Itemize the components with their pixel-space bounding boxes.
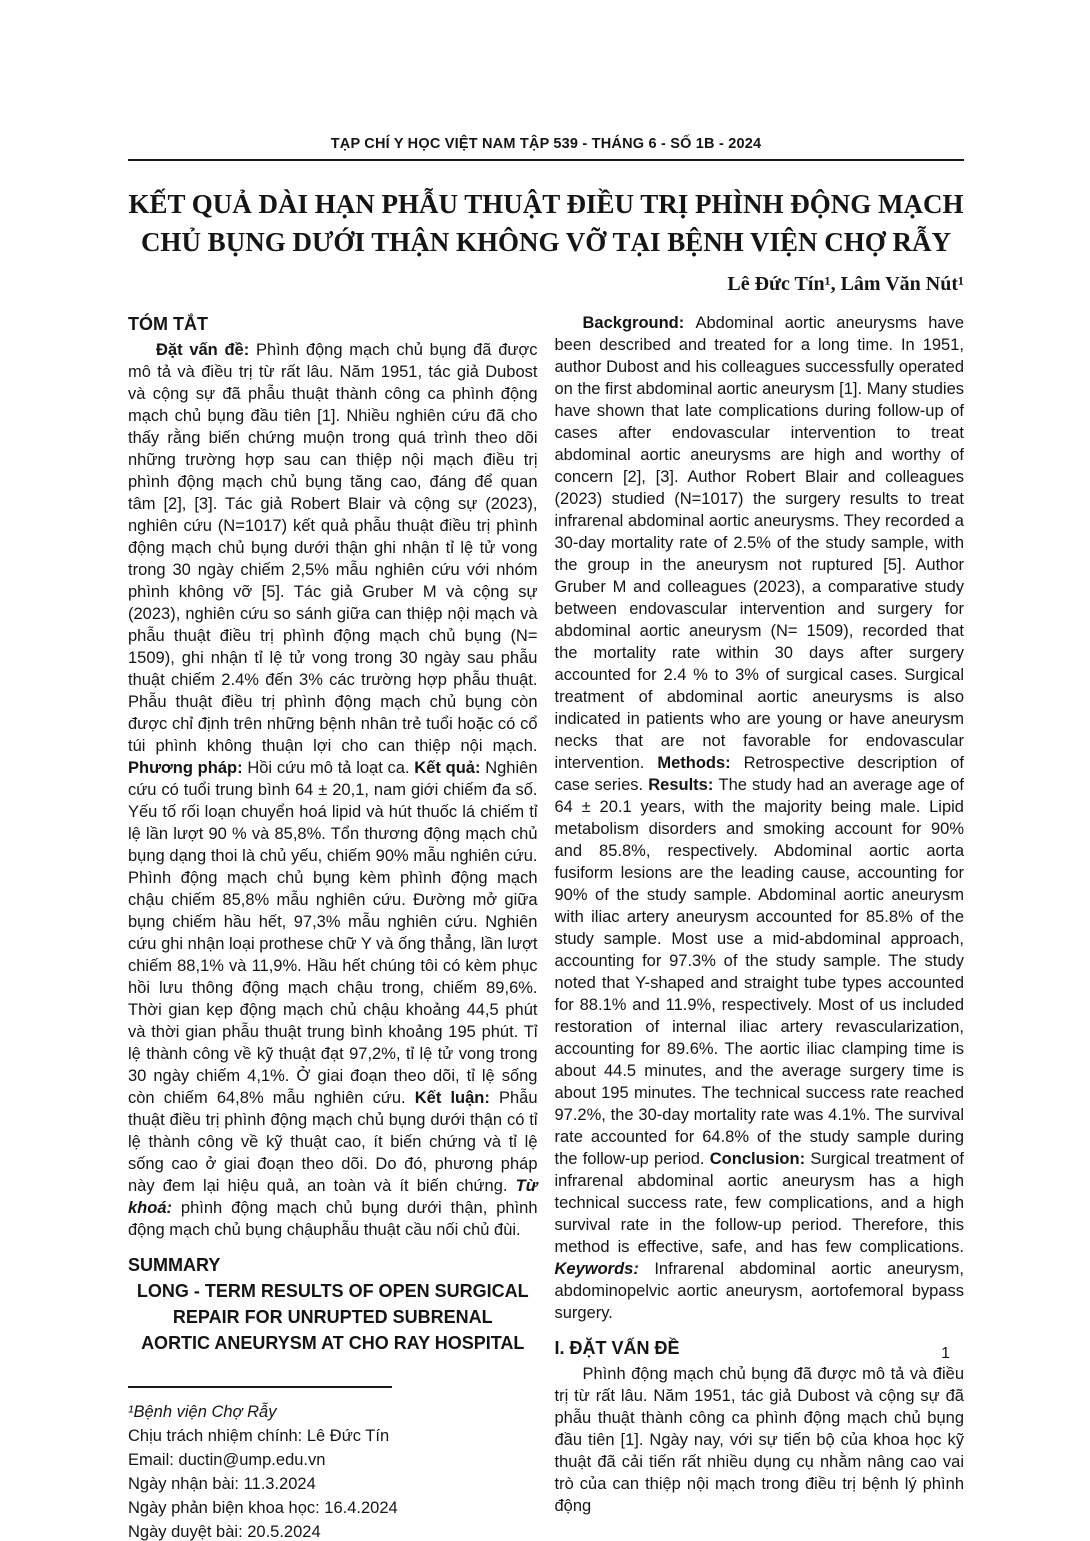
summary-heading: SUMMARY (128, 1255, 221, 1275)
right-column (555, 312, 965, 1541)
footnote-affiliation: ¹Bệnh viện Chợ Rẫy (128, 1403, 277, 1421)
abstract-vi-heading: TÓM TẮT (128, 314, 208, 334)
footnote-accepted-date: Ngày duyệt bài: 20.5.2024 (128, 1523, 321, 1541)
two-column-body (128, 312, 964, 1541)
footnote-block (128, 1400, 538, 1541)
left-column (128, 312, 538, 1541)
article-title: KẾT QUẢ DÀI HẠN PHẪU THUẬT ĐIỀU TRỊ PHÌNH ĐỘNG MẠCH CHỦ BỤNG DƯỚI THẬN KHÔNG VỠ TẠI BỆNH VIỆN CHỢ RẪY (128, 189, 964, 257)
page-number: 1 (941, 1345, 950, 1362)
footnote-separator (128, 1386, 392, 1388)
abstract-en-paragraph: Background: Abdominal aortic aneurysms have been described and treated for a long time. In 1951, author Dubost and his colleagues successfully operated on the first abdominal aortic aneurysm [1]. Many studies have shown that late complications during follow-up of cases after endovascular intervention to treat abdominal aortic aneurysms are high and worthy of concern [2], [3]. Author Robert Blair and colleagues (2023) studied (N=1017) the surgery results to treat infrarenal abdominal aortic aneurysms. They recorded a 30-day mortality rate of 2.5% of the study sample, with the group in the aneurysm not ruptured [5]. Author Gruber M and colleagues (2023), a comparative study between endovascular intervention and surgery for abdominal aortic aneurysm (N= 1509), recorded that the mortality rate within 30 days after surgery accounted for 2.4 % to 3% of surgical cases. Surgical treatment of abdominal aortic aneurysms is also indicated in patients who are young or have aneurysm necks that are not favorable for endovascular intervention. Methods: Retrospective description of case series. Results: The study had an average age of 64 ± 20.1 years, with the majority being male. Lipid metabolism disorders and smoking account for 90% and 85.8%, respectively. Abdominal aortic aorta fusiform lesions are the leading cause, accounting for 90% of the study sample. Abdominal aortic aneurysm with iliac artery aneurysm accounted for 85.8% of the study sample. Most use a mid-abdominal approach, accounting for 97.3% of the study sample. The study noted that Y-shaped and straight tube types accounted for 88.1% and 11.9%, respectively. Most of us included restoration of internal iliac artery revascularization, accounting for 89.6%. The aortic iliac clamping time is about 44.5 minutes, and the average surgery time is about 195 minutes. The technical success rate reached 97.2%, the 30-day mortality rate was 4.1%. The survival rate accounted for 64.8% of the study sample during the follow-up period. Conclusion: Surgical treatment of infrarenal abdominal aortic aneurysm has a high technical success rate, few complications, and a high survival rate in the follow-up period. Therefore, this method is effective, safe, and has few complications. Keywords: Infrarenal abdominal aortic aneurysm, abdominopelvic aortic aneurysm, aortofemoral bypass surgery. (554, 314, 964, 1322)
journal-header: TẠP CHÍ Y HỌC VIỆT NAM TẬP 539 - THÁNG 6 - SỐ 1B - 2024 (128, 136, 964, 161)
footnote-received-date: Ngày nhận bài: 11.3.2024 (128, 1475, 316, 1493)
abstract-vi-paragraph: Đặt vấn đề: Phình động mạch chủ bụng đã được mô tả và điều trị từ rất lâu. Năm 1951, tác giả Dubost và cộng sự đã phẫu thuật thành công ca phình động mạch chủ bụng đầu tiên [1]. Nhiều nghiên cứu đã cho thấy rằng biến chứng muộn trong quá trình theo dõi những trường hợp sau can thiệp nội mạch điều trị phình động mạch chủ bụng tăng cao, đáng để quan tâm [2], [3]. Tác giả Robert Blair và cộng sự (2023), nghiên cứu (N=1017) kết quả phẫu thuật điều trị phình động mạch chủ bụng dưới thận ghi nhận tỉ lệ tử vong trong 30 ngày chiếm 2,5% mẫu nghiên cứu với nhóm phình không vỡ [5]. Tác giả Gruber M và cộng sự (2023), nghiên cứu so sánh giữa can thiệp nội mạch và phẫu thuật điều trị phình động mạch chủ bụng (N= 1509), ghi nhận tỉ lệ tử vong trong 30 ngày sau phẫu thuật chiếm 2.4% đến 3% các trường hợp phẫu thuật. Phẫu thuật điều trị phình động mạch chủ bụng còn được chỉ định trên những bệnh nhân trẻ tuổi hoặc có cổ túi phình không thuận lợi cho can thiệp nội mạch. Phương pháp: Hồi cứu mô tả loạt ca. Kết quả: Nghiên cứu có tuổi trung bình 64 ± 20,1, nam giới chiếm đa số. Yếu tố rối loạn chuyển hoá lipid và hút thuốc lá chiếm tỉ lệ lần lượt 90 % và 85,8%. Tổn thương động mạch chủ bụng dạng thoi là chủ yếu, chiếm 90% mẫu nghiên cứu. Phình động mạch chủ bụng kèm phình động mạch chậu chiếm 85,8% mẫu nghiên cứu. Đường mở giữa bụng chiếm hầu hết, 97,3% mẫu nghiên cứu. Nghiên cứu ghi nhận loại prothese chữ Y và ống thẳng, lần lượt chiếm 88,1% và 11,9%. Hầu hết chúng tôi có kèm phục hồi lưu thông động mạch chậu trong, chiếm 89,6%. Thời gian kẹp động mạch chủ chậu khoảng 44,5 phút và thời gian phẫu thuật trung bình khoảng 195 phút. Tỉ lệ thành công về kỹ thuật đạt 97,2%, tỉ lệ tử vong trong 30 ngày chiếm 4,1%. Ở giai đoạn theo dõi, tỉ lệ sống còn chiếm 64,8% mẫu nghiên cứu. Kết luận: Phẫu thuật điều trị phình động mạch chủ bụng dưới thận có tỉ lệ thành công về kỹ thuật cao, ít biến chứng và tỉ lệ sống cao ở giai đoạn theo dõi. Do đó, phương pháp này đem lại hiệu quả, an toàn và ít biến chứng. Từ khoá: phình động mạch chủ bụng dưới thận, phình động mạch chủ bụng chậuphẫu thuật cầu nối chủ đùi. (128, 341, 538, 1239)
footnote-review-date: Ngày phản biện khoa học: 16.4.2024 (128, 1499, 398, 1517)
section1-paragraph: Phình động mạch chủ bụng đã được mô tả và điều trị từ rất lâu. Năm 1951, tác giả Dubost và cộng sự đã phẫu thuật thành công ca phình động mạch chủ bụng đầu tiên [1]. Ngày nay, với sự tiến bộ của khoa học kỹ thuật đã cải tiến rất nhiều dụng cụ nhằm nâng cao vai trò của can thiệp nội mạch trong điều trị bệnh lý phình động (554, 1365, 964, 1515)
footnote-email: Email: ductin@ump.edu.vn (128, 1451, 326, 1469)
page-content (128, 136, 964, 1541)
section1-heading: I. ĐẶT VẤN ĐỀ (554, 1338, 680, 1358)
authors-line: Lê Đức Tín¹, Lâm Văn Nút¹ (727, 273, 964, 295)
footnote-corresponding-author: Chịu trách nhiệm chính: Lê Đức Tín (128, 1427, 390, 1445)
article-title-english: LONG - TERM RESULTS OF OPEN SURGICAL REPAIR FOR UNRUPTED SUBRENAL AORTIC ANEURYSM AT CHO RAY HOSPITAL (136, 1281, 529, 1353)
